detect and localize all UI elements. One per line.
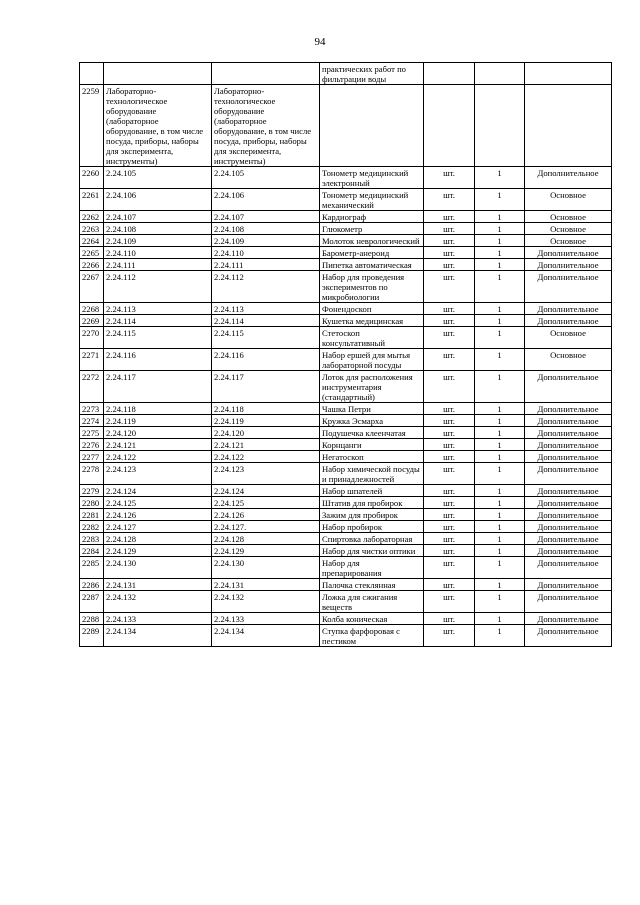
table-row: [80, 315, 612, 327]
equipment-type-cell: Дополнительное: [525, 427, 612, 439]
code-cell: 2.24.125: [104, 497, 212, 509]
row-number-cell: 2285: [80, 557, 104, 579]
code-cell: 2.24.114: [104, 315, 212, 327]
unit-cell: шт.: [424, 247, 475, 259]
item-name-cell: Спиртовка лабораторная: [320, 533, 424, 545]
code-cell: 2.24.107: [104, 211, 212, 223]
quantity-cell: 1: [475, 485, 525, 497]
row-number-cell: 2282: [80, 521, 104, 533]
quantity-cell: 1: [475, 327, 525, 349]
row-number-cell: 2268: [80, 303, 104, 315]
unit-cell: шт.: [424, 235, 475, 247]
equipment-type-cell: Дополнительное: [525, 403, 612, 415]
code-cell: 2.24.118: [104, 403, 212, 415]
code-duplicate-cell: 2.24.116: [212, 349, 320, 371]
quantity-cell: 1: [475, 303, 525, 315]
table-row: [80, 485, 612, 497]
row-number-cell: 2266: [80, 259, 104, 271]
item-name-cell: Набор ершей для мытья лабораторной посуды: [320, 349, 424, 371]
code-cell: 2.24.121: [104, 439, 212, 451]
code-duplicate-cell: 2.24.109: [212, 235, 320, 247]
quantity-cell: 1: [475, 167, 525, 189]
item-name-cell: [320, 85, 424, 167]
page-number: 94: [314, 36, 326, 48]
quantity-cell: 1: [475, 349, 525, 371]
equipment-type-cell: Основное: [525, 327, 612, 349]
row-number-cell: 2279: [80, 485, 104, 497]
equipment-type-cell: Дополнительное: [525, 371, 612, 403]
row-number-cell: 2283: [80, 533, 104, 545]
code-cell: 2.24.116: [104, 349, 212, 371]
code-duplicate-cell: 2.24.106: [212, 189, 320, 211]
item-name-cell: Тонометр медицинский электронный: [320, 167, 424, 189]
row-number-cell: 2274: [80, 415, 104, 427]
code-duplicate-cell: 2.24.114: [212, 315, 320, 327]
code-cell: 2.24.106: [104, 189, 212, 211]
equipment-type-cell: Дополнительное: [525, 521, 612, 533]
quantity-cell: 1: [475, 533, 525, 545]
quantity-cell: [475, 63, 525, 85]
equipment-type-cell: Дополнительное: [525, 533, 612, 545]
table-row: [80, 521, 612, 533]
code-duplicate-cell: 2.24.108: [212, 223, 320, 235]
table-row: [80, 415, 612, 427]
item-name-cell: Набор химической посуды и принадлежностей: [320, 463, 424, 485]
code-duplicate-cell: 2.24.126: [212, 509, 320, 521]
table-row: [80, 211, 612, 223]
quantity-cell: 1: [475, 625, 525, 647]
quantity-cell: 1: [475, 509, 525, 521]
code-duplicate-cell: 2.24.124: [212, 485, 320, 497]
equipment-type-cell: Дополнительное: [525, 613, 612, 625]
unit-cell: [424, 85, 475, 167]
code-duplicate-cell: 2.24.107: [212, 211, 320, 223]
row-number-cell: 2287: [80, 591, 104, 613]
code-cell: 2.24.110: [104, 247, 212, 259]
table-row: [80, 591, 612, 613]
item-name-cell: Набор для препарирования: [320, 557, 424, 579]
table-row: [80, 223, 612, 235]
item-name-cell: Молоток неврологический: [320, 235, 424, 247]
equipment-type-cell: Дополнительное: [525, 485, 612, 497]
quantity-cell: [475, 85, 525, 167]
equipment-type-cell: Дополнительное: [525, 463, 612, 485]
quantity-cell: 1: [475, 403, 525, 415]
unit-cell: шт.: [424, 259, 475, 271]
item-name-cell: Ступка фарфоровая с пестиком: [320, 625, 424, 647]
item-name-cell: Барометр-анероид: [320, 247, 424, 259]
unit-cell: шт.: [424, 315, 475, 327]
equipment-type-cell: Дополнительное: [525, 545, 612, 557]
item-name-cell: Набор для чистки оптики: [320, 545, 424, 557]
code-duplicate-cell: 2.24.125: [212, 497, 320, 509]
equipment-type-cell: Дополнительное: [525, 591, 612, 613]
code-duplicate-cell: 2.24.118: [212, 403, 320, 415]
row-number-cell: 2261: [80, 189, 104, 211]
equipment-type-cell: [525, 85, 612, 167]
unit-cell: шт.: [424, 557, 475, 579]
row-number-cell: 2270: [80, 327, 104, 349]
code-cell: 2.24.133: [104, 613, 212, 625]
quantity-cell: 1: [475, 259, 525, 271]
table-row: [80, 439, 612, 451]
unit-cell: шт.: [424, 427, 475, 439]
equipment-type-cell: Основное: [525, 189, 612, 211]
item-name-cell: Чашка Петри: [320, 403, 424, 415]
equipment-type-cell: Дополнительное: [525, 247, 612, 259]
quantity-cell: 1: [475, 557, 525, 579]
equipment-type-cell: Дополнительное: [525, 259, 612, 271]
item-name-cell: Фонендоскоп: [320, 303, 424, 315]
item-name-cell: Лоток для расположения инструментария (стандартный): [320, 371, 424, 403]
code-duplicate-cell: 2.24.119: [212, 415, 320, 427]
code-duplicate-cell: 2.24.134: [212, 625, 320, 647]
item-name-cell: Набор для проведения экспериментов по микробиологии: [320, 271, 424, 303]
unit-cell: шт.: [424, 545, 475, 557]
quantity-cell: 1: [475, 545, 525, 557]
table-row: [80, 235, 612, 247]
table-row: [80, 167, 612, 189]
item-name-cell: практических работ по фильтрации воды: [320, 63, 424, 85]
row-number-cell: 2277: [80, 451, 104, 463]
table-row: [80, 371, 612, 403]
unit-cell: шт.: [424, 271, 475, 303]
quantity-cell: 1: [475, 463, 525, 485]
row-number-cell: 2284: [80, 545, 104, 557]
quantity-cell: 1: [475, 497, 525, 509]
item-name-cell: Кардиограф: [320, 211, 424, 223]
equipment-type-cell: Дополнительное: [525, 303, 612, 315]
row-number-cell: 2263: [80, 223, 104, 235]
unit-cell: шт.: [424, 223, 475, 235]
table-row: [80, 303, 612, 315]
code-duplicate-cell: 2.24.110: [212, 247, 320, 259]
table-row: [80, 427, 612, 439]
unit-cell: шт.: [424, 371, 475, 403]
code-cell: 2.24.105: [104, 167, 212, 189]
quantity-cell: 1: [475, 223, 525, 235]
table-row: [80, 349, 612, 371]
table-row: [80, 625, 612, 647]
table-row: [80, 259, 612, 271]
row-number-cell: 2260: [80, 167, 104, 189]
equipment-type-cell: Основное: [525, 211, 612, 223]
row-number-cell: [80, 63, 104, 85]
item-name-cell: Глюкометр: [320, 223, 424, 235]
unit-cell: шт.: [424, 403, 475, 415]
code-cell: 2.24.115: [104, 327, 212, 349]
equipment-type-cell: Дополнительное: [525, 579, 612, 591]
unit-cell: шт.: [424, 579, 475, 591]
row-number-cell: 2276: [80, 439, 104, 451]
equipment-type-cell: Дополнительное: [525, 167, 612, 189]
code-duplicate-cell: 2.24.115: [212, 327, 320, 349]
unit-cell: шт.: [424, 415, 475, 427]
code-duplicate-cell: Лабораторно-технологическое оборудование (лабораторное оборудование, в том числе посуда, приборы, наборы для эксперимента, инструменты): [212, 85, 320, 167]
code-cell: 2.24.131: [104, 579, 212, 591]
item-name-cell: Корнцанги: [320, 439, 424, 451]
code-duplicate-cell: 2.24.122: [212, 451, 320, 463]
quantity-cell: 1: [475, 189, 525, 211]
row-number-cell: 2286: [80, 579, 104, 591]
code-duplicate-cell: 2.24.131: [212, 579, 320, 591]
table-row: [80, 189, 612, 211]
code-cell: 2.24.113: [104, 303, 212, 315]
equipment-type-cell: Дополнительное: [525, 415, 612, 427]
item-name-cell: Стетоскоп консультативный: [320, 327, 424, 349]
item-name-cell: Колба коническая: [320, 613, 424, 625]
unit-cell: шт.: [424, 349, 475, 371]
quantity-cell: 1: [475, 451, 525, 463]
row-number-cell: 2288: [80, 613, 104, 625]
code-duplicate-cell: [212, 63, 320, 85]
table-row: [80, 63, 612, 85]
code-duplicate-cell: 2.24.120: [212, 427, 320, 439]
equipment-type-cell: Дополнительное: [525, 625, 612, 647]
unit-cell: шт.: [424, 533, 475, 545]
row-number-cell: 2275: [80, 427, 104, 439]
row-number-cell: 2278: [80, 463, 104, 485]
row-number-cell: 2281: [80, 509, 104, 521]
row-number-cell: 2259: [80, 85, 104, 167]
code-cell: 2.24.119: [104, 415, 212, 427]
equipment-type-cell: Дополнительное: [525, 497, 612, 509]
code-cell: 2.24.132: [104, 591, 212, 613]
unit-cell: шт.: [424, 485, 475, 497]
row-number-cell: 2272: [80, 371, 104, 403]
table-row: [80, 509, 612, 521]
unit-cell: шт.: [424, 303, 475, 315]
quantity-cell: 1: [475, 211, 525, 223]
unit-cell: шт.: [424, 613, 475, 625]
unit-cell: шт.: [424, 451, 475, 463]
table-row: [80, 497, 612, 509]
row-number-cell: 2280: [80, 497, 104, 509]
table-row: [80, 545, 612, 557]
table-row: [80, 533, 612, 545]
quantity-cell: 1: [475, 415, 525, 427]
code-duplicate-cell: 2.24.129: [212, 545, 320, 557]
item-name-cell: Тонометр медицинский механический: [320, 189, 424, 211]
code-duplicate-cell: 2.24.117: [212, 371, 320, 403]
table-row: [80, 451, 612, 463]
table-row: [80, 579, 612, 591]
table-row: [80, 403, 612, 415]
code-cell: 2.24.117: [104, 371, 212, 403]
row-number-cell: 2289: [80, 625, 104, 647]
unit-cell: шт.: [424, 327, 475, 349]
item-name-cell: Штатив для пробирок: [320, 497, 424, 509]
equipment-type-cell: Дополнительное: [525, 315, 612, 327]
table-row: [80, 327, 612, 349]
code-duplicate-cell: 2.24.132: [212, 591, 320, 613]
quantity-cell: 1: [475, 521, 525, 533]
code-cell: 2.24.112: [104, 271, 212, 303]
code-cell: 2.24.134: [104, 625, 212, 647]
row-number-cell: 2273: [80, 403, 104, 415]
table-row: [80, 613, 612, 625]
code-cell: 2.24.109: [104, 235, 212, 247]
row-number-cell: 2269: [80, 315, 104, 327]
item-name-cell: Палочка стеклянная: [320, 579, 424, 591]
item-name-cell: Кружка Эсмарха: [320, 415, 424, 427]
unit-cell: шт.: [424, 625, 475, 647]
quantity-cell: 1: [475, 371, 525, 403]
code-cell: 2.24.128: [104, 533, 212, 545]
item-name-cell: Набор пробирок: [320, 521, 424, 533]
unit-cell: шт.: [424, 591, 475, 613]
row-number-cell: 2262: [80, 211, 104, 223]
table-row: [80, 463, 612, 485]
item-name-cell: Кушетка медицинская: [320, 315, 424, 327]
equipment-type-cell: Основное: [525, 235, 612, 247]
code-cell: 2.24.127: [104, 521, 212, 533]
code-duplicate-cell: 2.24.130: [212, 557, 320, 579]
quantity-cell: 1: [475, 235, 525, 247]
code-duplicate-cell: 2.24.121: [212, 439, 320, 451]
unit-cell: шт.: [424, 463, 475, 485]
code-cell: 2.24.122: [104, 451, 212, 463]
code-duplicate-cell: 2.24.105: [212, 167, 320, 189]
unit-cell: шт.: [424, 189, 475, 211]
code-duplicate-cell: 2.24.111: [212, 259, 320, 271]
equipment-type-cell: Дополнительное: [525, 439, 612, 451]
item-name-cell: Ложка для сжигания веществ: [320, 591, 424, 613]
equipment-type-cell: Дополнительное: [525, 509, 612, 521]
unit-cell: шт.: [424, 439, 475, 451]
equipment-type-cell: Дополнительное: [525, 557, 612, 579]
code-cell: 2.24.123: [104, 463, 212, 485]
unit-cell: шт.: [424, 497, 475, 509]
code-cell: 2.24.130: [104, 557, 212, 579]
equipment-type-cell: Основное: [525, 223, 612, 235]
code-cell: 2.24.129: [104, 545, 212, 557]
table-row: [80, 557, 612, 579]
unit-cell: шт.: [424, 521, 475, 533]
code-cell: [104, 63, 212, 85]
item-name-cell: Зажим для пробирок: [320, 509, 424, 521]
code-duplicate-cell: 2.24.112: [212, 271, 320, 303]
equipment-table: [79, 62, 612, 647]
unit-cell: шт.: [424, 211, 475, 223]
quantity-cell: 1: [475, 315, 525, 327]
row-number-cell: 2265: [80, 247, 104, 259]
quantity-cell: 1: [475, 439, 525, 451]
quantity-cell: 1: [475, 613, 525, 625]
row-number-cell: 2264: [80, 235, 104, 247]
quantity-cell: 1: [475, 271, 525, 303]
code-duplicate-cell: 2.24.133: [212, 613, 320, 625]
code-cell: 2.24.108: [104, 223, 212, 235]
code-duplicate-cell: 2.24.123: [212, 463, 320, 485]
code-duplicate-cell: 2.24.128: [212, 533, 320, 545]
equipment-type-cell: Дополнительное: [525, 271, 612, 303]
item-name-cell: Набор шпателей: [320, 485, 424, 497]
table-body: [80, 63, 612, 647]
quantity-cell: 1: [475, 427, 525, 439]
code-cell: 2.24.111: [104, 259, 212, 271]
code-cell: Лабораторно-технологическое оборудование (лабораторное оборудование, в том числе посуда, приборы, наборы для эксперимента, инструменты): [104, 85, 212, 167]
quantity-cell: 1: [475, 579, 525, 591]
code-cell: 2.24.126: [104, 509, 212, 521]
code-cell: 2.24.120: [104, 427, 212, 439]
code-duplicate-cell: 2.24.113: [212, 303, 320, 315]
table-row: [80, 247, 612, 259]
item-name-cell: Подушечка клеенчатая: [320, 427, 424, 439]
item-name-cell: Негатоскоп: [320, 451, 424, 463]
equipment-type-cell: Основное: [525, 349, 612, 371]
equipment-type-cell: [525, 63, 612, 85]
unit-cell: шт.: [424, 167, 475, 189]
row-number-cell: 2267: [80, 271, 104, 303]
quantity-cell: 1: [475, 591, 525, 613]
row-number-cell: 2271: [80, 349, 104, 371]
table-row: [80, 85, 612, 167]
code-duplicate-cell: 2.24.127.: [212, 521, 320, 533]
unit-cell: шт.: [424, 509, 475, 521]
equipment-type-cell: Дополнительное: [525, 451, 612, 463]
item-name-cell: Пипетка автоматическая: [320, 259, 424, 271]
unit-cell: [424, 63, 475, 85]
table-row: [80, 271, 612, 303]
quantity-cell: 1: [475, 247, 525, 259]
code-cell: 2.24.124: [104, 485, 212, 497]
